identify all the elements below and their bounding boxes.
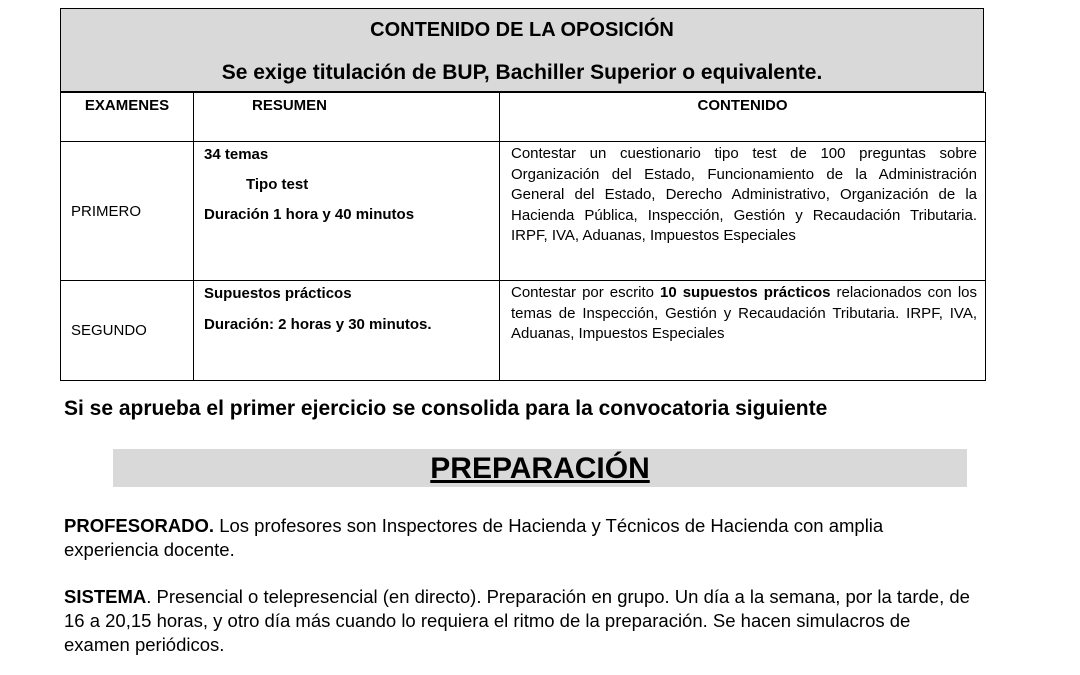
header-subtitle: Se exige titulación de BUP, Bachiller Superior o equivalente. [221,61,823,84]
column-header-contenido: CONTENIDO [500,93,986,142]
profesorado-label: PROFESORADO. [64,515,215,536]
table-row [61,142,986,281]
column-header-resumen: RESUMEN [194,93,500,142]
contenido-cell: Contestar un cuestionario tipo test de 100 preguntas sobre Organización del Estado, Funcionamiento de la Administración General del Estado, Derecho Administrativo, Organización de la Hacienda Pública, Inspección, Gestión y Recaudación Tributaria. IRPF, IVA, Aduanas, Impuestos Especiales [500,142,986,281]
resumen-cell [194,281,500,381]
preparacion-title: PREPARACIÓN [430,452,650,485]
contenido-text: Contestar por escrito [511,284,660,301]
table-row [61,281,986,381]
resumen-line: Duración 1 hora y 40 minutos [204,206,415,223]
resumen-line: Tipo test [246,176,309,193]
sistema-label: SISTEMA [64,586,147,607]
column-header-examenes: EXAMENES [61,93,194,142]
table-header-row [61,93,986,142]
preparacion-banner [113,449,967,487]
resumen-line: Supuestos prácticos [204,285,352,302]
exam-name: SEGUNDO [61,281,194,381]
sistema-text: . Presencial o telepresencial (en directo). Preparación en grupo. Un día a la semana, por la tarde, de 16 a 20,15 horas, y otro día más cuando lo requiera el ritmo de la preparación. Se hacen simulacros de examen periódicos. [64,586,970,655]
contenido-bold-text: 10 supuestos prácticos [660,284,831,301]
contenido-text: relacionados con los temas de Inspección, Gestión y Recaudación Tributaria. IRPF, IVA, Aduanas, Impuestos Especiales [511,284,977,342]
resumen-line: 34 temas [204,146,269,163]
contenido-cell [500,281,986,381]
sistema-paragraph [64,585,978,657]
content-header [60,8,984,92]
profesorado-paragraph [64,514,978,562]
profesorado-text: Los profesores son Inspectores de Hacienda y Técnicos de Hacienda con amplia experiencia docente. [64,515,884,560]
resumen-cell [194,142,500,281]
resumen-line: Duración: 2 horas y 30 minutos. [204,316,432,333]
exam-name: PRIMERO [61,142,194,281]
consolidate-note: Si se aprueba el primer ejercicio se consolida para la convocatoria siguiente [64,397,828,420]
header-title: CONTENIDO DE LA OPOSICIÓN [370,19,674,41]
exams-table [60,92,986,381]
